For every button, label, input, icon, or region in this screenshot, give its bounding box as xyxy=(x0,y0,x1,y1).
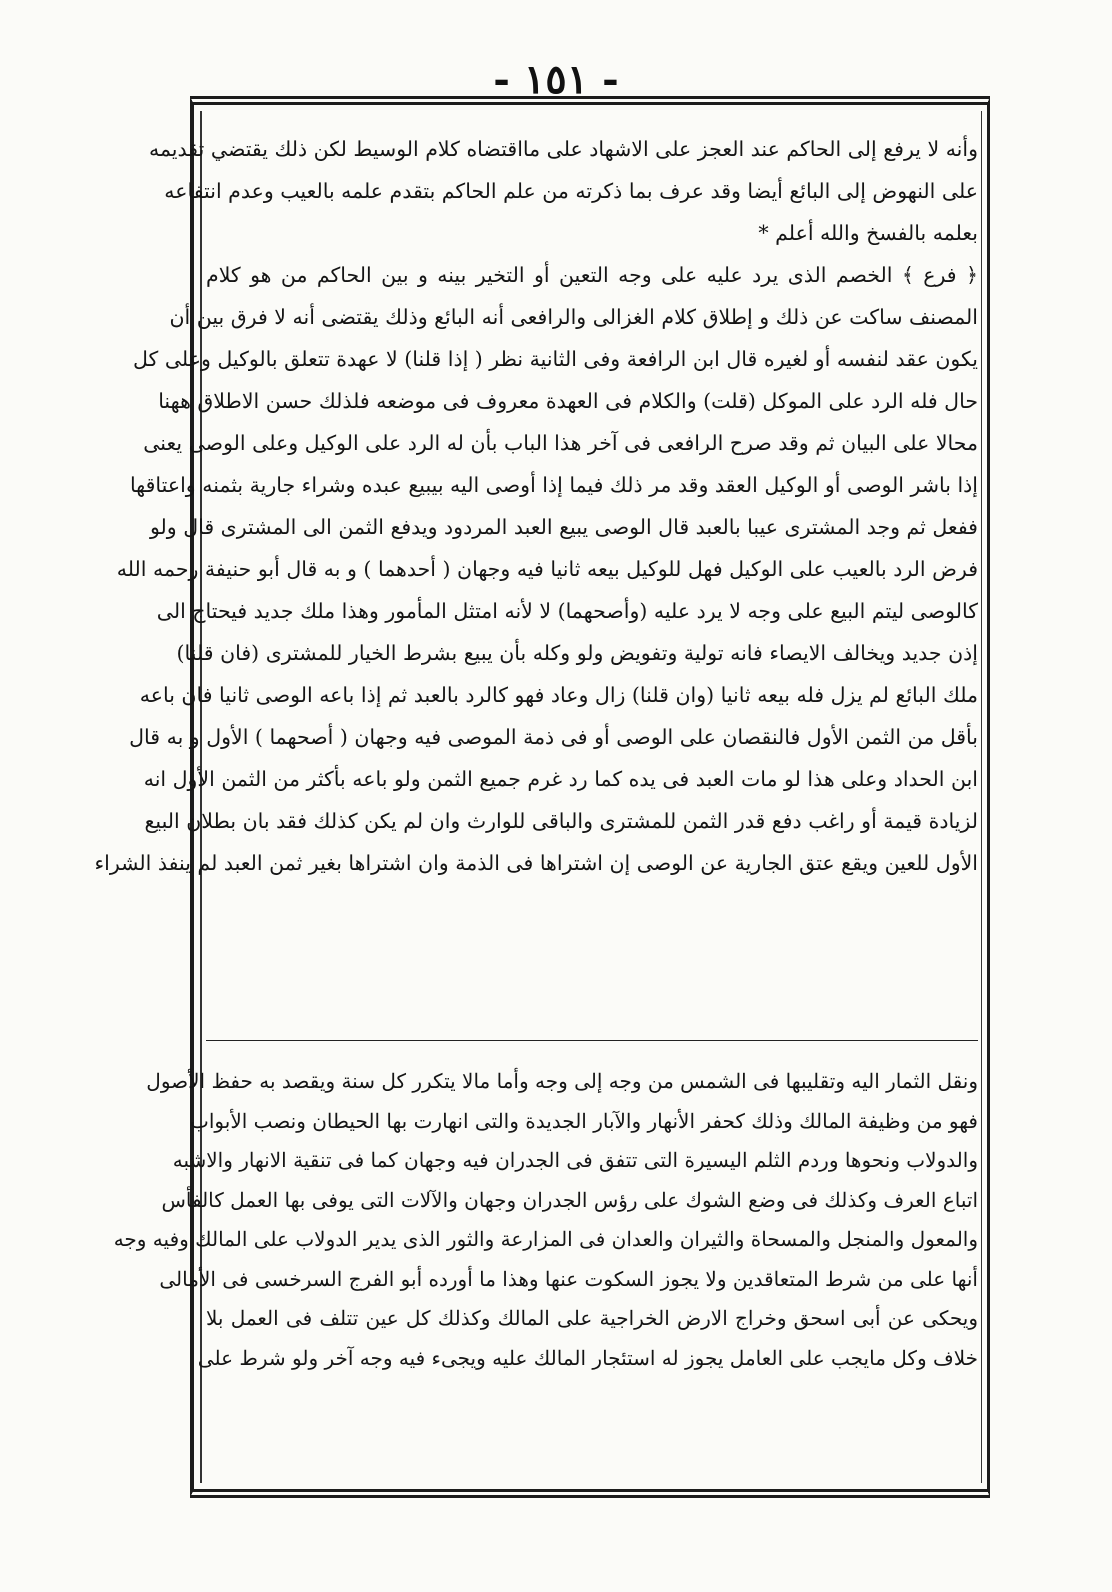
main-text-block xyxy=(94,128,978,884)
footnote-line: ونقل الثمار اليه وتقليبها فى الشمس من وجه إلى وجه وأما مالا يتكرر كل سنة ويقصد به حفظ الأصول xyxy=(146,1069,978,1093)
text-line: الأول للعين ويقع عتق الجارية عن الوصى إن اشتراها فى الذمة وان اشتراها بغير ثمن العبد لم ينفذ الشراء xyxy=(94,851,978,875)
text-line: ملك البائع لم يزل فله بيعه ثانيا (وان قلنا) زال وعاد فهو كالرد بالعبد ثم إذا باعه الوصى ثانيا فان باعه xyxy=(139,683,978,707)
text-line: بأقل من الثمن الأول فالنقصان على الوصى أو فى ذمة الموصى فيه وجهان ( أصحهما ) الأول و به قال xyxy=(129,725,978,749)
text-line: على النهوض إلى البائع أيضا وقد عرف بما ذكرته من علم الحاكم بتقدم علمه بالعيب وعدم انتفاعه xyxy=(164,179,978,203)
text-line: كالوصى ليتم البيع على وجه لا يرد عليه (وأصحهما) لا لأنه امتثل المأمور وهذا ملك جديد فيحتاج الى xyxy=(156,599,978,623)
text-line: إذا باشر الوصى أو الوكيل العقد وقد مر ذلك فيما إذا أوصى اليه بيبيع عبده وشراء جارية بثمنه واعتاقها xyxy=(129,473,978,497)
text-line: محالا على البيان ثم وقد صرح الرافعى فى آخر هذا الباب بأن له الرد على الوكيل وعلى الوصى يعنى xyxy=(143,431,978,455)
text-line: ابن الحداد وعلى هذا لو مات العبد فى يده كما رد غرم جميع الثمن ولو باعه بأكثر من الثمن الأول انه xyxy=(143,767,978,791)
footnote-line: أنها على من شرط المتعاقدين ولا يجوز السكوت عنها وهذا ما أورده أبو الفرج السرخسى فى الأمالى xyxy=(159,1266,978,1291)
text-line: ﴿ فرع ﴾ الخصم الذى يرد عليه على وجه التعين أو التخير بينه و بين الحاكم من هو كلام xyxy=(206,263,978,287)
footnote-line: والمعول والمنجل والمسحاة والثيران والعدان فى المزارعة والثور الذى يدير الدولاب على المالك وفيه وجه xyxy=(113,1227,978,1251)
footnote-block xyxy=(113,1062,978,1378)
footnote-line: خلاف وكل مايجب على العامل يجوز له استئجار المالك عليه ويجىء فيه وجه آخر ولو شرط على xyxy=(197,1345,978,1370)
text-line: يكون عقد لنفسه أو لغيره قال ابن الرافعة وفى الثانية نظر ( إذا قلنا) لا عهدة تتعلق بالوكيل وعلى كل xyxy=(133,347,978,371)
text-line: ففعل ثم وجد المشترى عيبا بالعبد قال الوصى يبيع العبد المردود ويدفع الثمن الى المشترى قال ولو xyxy=(149,515,978,539)
footnote-line: والدولاب ونحوها وردم الثلم اليسيرة التى تتفق فى الجدران فيه وجهان كما فى تنقية الانهار والاشبه xyxy=(172,1148,978,1172)
text-line: لزيادة قيمة أو راغب دفع قدر الثمن للمشترى والباقى للوارث وان لم يكن كذلك فقد بان بطلان البيع xyxy=(144,809,978,833)
footnote-separator xyxy=(206,1040,978,1041)
text-line: فرض الرد بالعيب على الوكيل فهل للوكيل بيعه ثانيا فيه وجهان ( أحدهما ) و به قال أبو حنيفة رحمه الله xyxy=(116,557,978,581)
footnote-line: فهو من وظيفة المالك وذلك كحفر الأنهار والآبار الجديدة والتى انهارت بها الحيطان ونصب الأبواب xyxy=(190,1108,978,1133)
text-line: وأنه لا يرفع إلى الحاكم عند العجز على الاشهاد على مااقتضاه كلام الوسيط لكن ذلك يقتضي تقديمه xyxy=(148,137,978,161)
text-line: حال فله الرد على الموكل (قلت) والكلام فى العهدة معروف فى موضعه فلذلك حسن الاطلاق ههنا xyxy=(158,389,978,413)
footnote-line: اتباع العرف وكذلك فى وضع الشوك على رؤس الجدران وجهان والآلات التى يوفى بها العمل كالفأس xyxy=(161,1187,978,1212)
text-line: إذن جديد ويخالف الايصاء فانه تولية وتفويض ولو وكله بأن يبيع بشرط الخيار للمشترى (فان قلنا) xyxy=(176,641,978,665)
page-number: - ١٥١ - xyxy=(493,56,619,103)
text-line: بعلمه بالفسخ والله أعلم * xyxy=(758,221,978,245)
footnote-line: ويحكى عن أبى اسحق وخراج الارض الخراجية على المالك وكذلك كل عين تتلف فى العمل بلا xyxy=(206,1306,978,1330)
text-line: المصنف ساكت عن ذلك و إطلاق كلام الغزالى والرافعى أنه البائع وذلك يقتضى أنه لا فرق بين أن xyxy=(169,305,978,329)
